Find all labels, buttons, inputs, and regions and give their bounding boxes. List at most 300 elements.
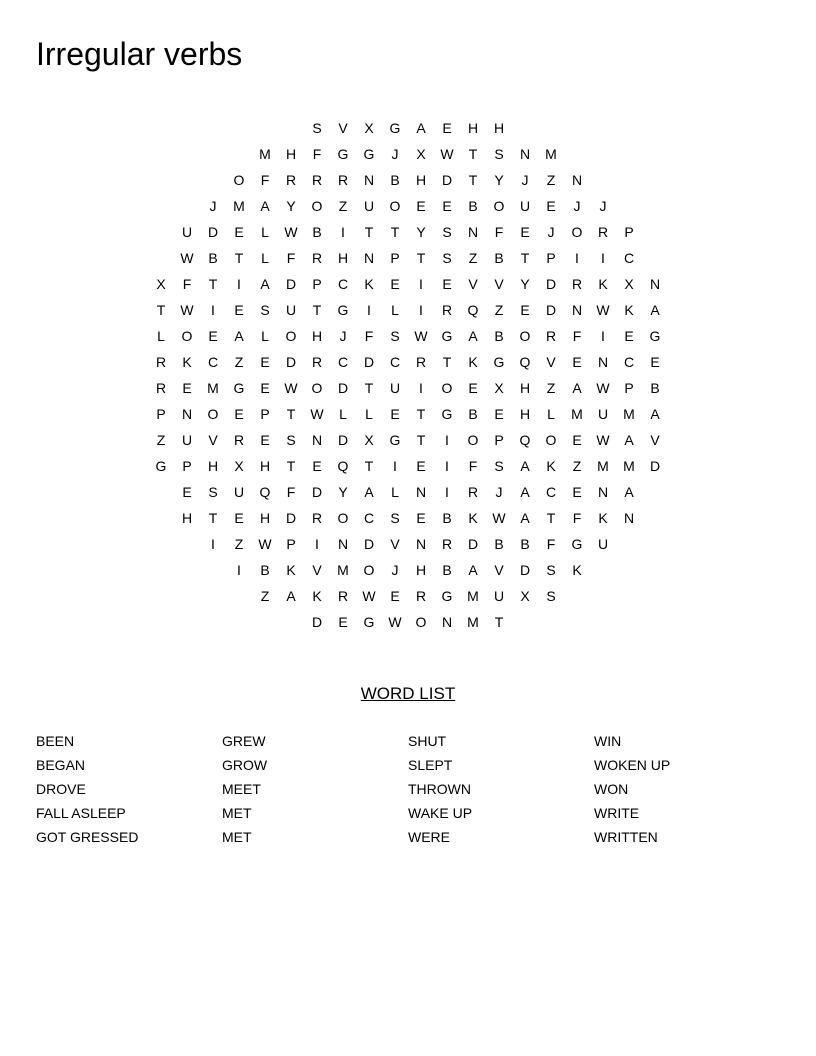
- grid-row: [148, 298, 668, 324]
- grid-letter: V: [390, 536, 400, 552]
- grid-letter: Y: [338, 484, 348, 500]
- grid-letter: U: [233, 484, 245, 500]
- grid-letter: E: [468, 380, 478, 396]
- grid-letter: U: [181, 432, 193, 448]
- grid-letter: M: [467, 588, 479, 604]
- grid-letter: I: [341, 224, 345, 240]
- grid-letter: J: [547, 224, 555, 240]
- grid-letter: B: [390, 172, 400, 188]
- grid-letter: Y: [520, 276, 530, 292]
- word-list-item: BEEN: [36, 733, 75, 749]
- grid-letter: H: [337, 250, 349, 266]
- grid-letter: V: [468, 276, 478, 292]
- grid-letter: Z: [156, 432, 166, 448]
- grid-letter: X: [364, 432, 374, 448]
- grid-letter: W: [388, 614, 402, 630]
- grid-letter: T: [390, 224, 400, 240]
- grid-letter: I: [445, 458, 449, 474]
- grid-letter: W: [440, 146, 454, 162]
- word-list-column: [36, 730, 222, 850]
- grid-letter: U: [493, 588, 505, 604]
- grid-letter: Z: [572, 458, 582, 474]
- grid-letter: R: [545, 328, 557, 344]
- grid-letter: E: [234, 302, 244, 318]
- grid-letter: X: [624, 276, 634, 292]
- grid-letter: F: [286, 250, 296, 266]
- grid-letter: I: [419, 380, 423, 396]
- grid-letter: H: [415, 562, 427, 578]
- grid-letter: V: [312, 562, 322, 578]
- grid-letter: G: [233, 380, 245, 396]
- grid-letter: X: [416, 146, 426, 162]
- grid-letter: Z: [234, 354, 244, 370]
- grid-letter: R: [337, 588, 349, 604]
- grid-letter: R: [467, 484, 479, 500]
- grid-letter: W: [362, 588, 376, 604]
- grid-letter: C: [337, 276, 349, 292]
- grid-letter: O: [337, 510, 349, 526]
- grid-letter: H: [259, 458, 271, 474]
- grid-letter: A: [260, 198, 270, 214]
- grid-letter: H: [259, 510, 271, 526]
- grid-letter: W: [596, 432, 610, 448]
- grid-letter: R: [155, 354, 167, 370]
- grid-letter: C: [337, 354, 349, 370]
- grid-letter: R: [311, 354, 323, 370]
- grid-letter: N: [649, 276, 661, 292]
- grid-letter: Z: [546, 380, 556, 396]
- grid-letter: A: [260, 276, 270, 292]
- word-search-grid: [148, 116, 668, 636]
- grid-letter: E: [494, 406, 504, 422]
- grid-letter: A: [364, 484, 374, 500]
- word-list-item: BEGAN: [36, 757, 86, 773]
- grid-letter: F: [572, 328, 582, 344]
- grid-letter: T: [234, 250, 244, 266]
- grid-letter: I: [445, 432, 449, 448]
- grid-letter: D: [363, 354, 375, 370]
- grid-letter: B: [260, 562, 270, 578]
- grid-letter: G: [337, 302, 349, 318]
- grid-letter: X: [156, 276, 166, 292]
- grid-letter: Z: [468, 250, 478, 266]
- grid-letter: E: [546, 198, 556, 214]
- word-list-heading: WORD LIST: [360, 684, 456, 703]
- grid-letter: Q: [259, 484, 271, 500]
- grid-letter: T: [286, 458, 296, 474]
- grid-letter: O: [311, 198, 323, 214]
- grid-letter: N: [311, 432, 323, 448]
- grid-letter: F: [182, 276, 192, 292]
- grid-letter: W: [258, 536, 272, 552]
- grid-letter: P: [260, 406, 270, 422]
- grid-letter: T: [442, 354, 452, 370]
- grid-letter: A: [520, 484, 530, 500]
- grid-letter: O: [363, 562, 375, 578]
- grid-row: [148, 532, 668, 558]
- grid-letter: D: [285, 354, 297, 370]
- grid-letter: R: [415, 588, 427, 604]
- grid-letter: N: [597, 484, 609, 500]
- grid-letter: K: [468, 354, 478, 370]
- grid-letter: Q: [519, 354, 531, 370]
- word-list-item: THROWN: [408, 781, 471, 797]
- grid-letter: X: [494, 380, 504, 396]
- grid-letter: U: [285, 302, 297, 318]
- grid-letter: I: [445, 484, 449, 500]
- grid-letter: A: [416, 120, 426, 136]
- grid-letter: N: [441, 614, 453, 630]
- grid-letter: W: [284, 224, 298, 240]
- grid-letter: C: [363, 510, 375, 526]
- grid-letter: O: [415, 614, 427, 630]
- grid-letter: E: [260, 432, 270, 448]
- grid-letter: K: [598, 276, 608, 292]
- grid-letter: Q: [467, 302, 479, 318]
- grid-letter: R: [285, 172, 297, 188]
- grid-letter: V: [494, 562, 504, 578]
- grid-letter: I: [575, 250, 579, 266]
- grid-letter: M: [207, 380, 219, 396]
- word-list-item: GREW: [222, 733, 266, 749]
- grid-letter: E: [260, 354, 270, 370]
- grid-letter: B: [520, 536, 530, 552]
- grid-letter: I: [237, 562, 241, 578]
- grid-letter: C: [545, 484, 557, 500]
- grid-letter: A: [468, 328, 478, 344]
- grid-letter: F: [286, 484, 296, 500]
- grid-letter: N: [519, 146, 531, 162]
- grid-letter: X: [364, 120, 374, 136]
- grid-letter: E: [390, 588, 400, 604]
- grid-letter: S: [494, 146, 504, 162]
- grid-letter: D: [545, 302, 557, 318]
- grid-letter: G: [155, 458, 167, 474]
- grid-letter: O: [389, 198, 401, 214]
- grid-letter: T: [156, 302, 166, 318]
- grid-letter: W: [596, 380, 610, 396]
- grid-letter: D: [441, 172, 453, 188]
- grid-letter: J: [209, 198, 217, 214]
- grid-letter: Z: [260, 588, 270, 604]
- page-title: Irregular verbs: [36, 36, 243, 72]
- grid-letter: I: [315, 536, 319, 552]
- grid-letter: D: [337, 380, 349, 396]
- grid-letter: B: [312, 224, 322, 240]
- grid-letter: R: [597, 224, 609, 240]
- grid-letter: L: [365, 406, 373, 422]
- grid-row: [148, 220, 668, 246]
- grid-letter: D: [363, 536, 375, 552]
- grid-letter: A: [520, 458, 530, 474]
- grid-letter: M: [233, 198, 245, 214]
- grid-letter: M: [623, 406, 635, 422]
- grid-row: [148, 454, 668, 480]
- grid-letter: U: [363, 198, 375, 214]
- grid-letter: U: [597, 536, 609, 552]
- grid-letter: S: [260, 302, 270, 318]
- grid-letter: S: [546, 588, 556, 604]
- grid-letter: T: [520, 250, 530, 266]
- grid-letter: H: [311, 328, 323, 344]
- word-list-item: SLEPT: [408, 757, 453, 773]
- grid-letter: V: [494, 276, 504, 292]
- grid-letter: G: [363, 146, 375, 162]
- grid-letter: Q: [519, 432, 531, 448]
- grid-letter: W: [310, 406, 324, 422]
- grid-letter: P: [624, 380, 634, 396]
- grid-letter: T: [364, 458, 374, 474]
- grid-letter: V: [650, 432, 660, 448]
- grid-letter: X: [520, 588, 530, 604]
- grid-letter: N: [571, 172, 583, 188]
- grid-letter: X: [234, 458, 244, 474]
- grid-letter: O: [285, 328, 297, 344]
- grid-letter: P: [624, 224, 634, 240]
- grid-letter: B: [494, 250, 504, 266]
- grid-letter: T: [494, 614, 504, 630]
- grid-letter: N: [571, 302, 583, 318]
- grid-letter: D: [285, 510, 297, 526]
- word-list-item: FALL ASLEEP: [36, 805, 126, 821]
- grid-letter: U: [389, 380, 401, 396]
- word-list-item: SHUT: [408, 733, 447, 749]
- grid-letter: N: [623, 510, 635, 526]
- grid-letter: R: [415, 354, 427, 370]
- grid-letter: K: [624, 302, 634, 318]
- grid-letter: Z: [494, 302, 504, 318]
- grid-letter: H: [285, 146, 297, 162]
- grid-letter: P: [156, 406, 166, 422]
- grid-letter: N: [337, 536, 349, 552]
- grid-letter: F: [260, 172, 270, 188]
- grid-letter: B: [208, 250, 218, 266]
- word-list-item: WON: [594, 781, 629, 797]
- grid-row: [148, 350, 668, 376]
- grid-letter: E: [520, 224, 530, 240]
- grid-letter: K: [468, 510, 478, 526]
- word-list-item: GOT GRESSED: [36, 829, 139, 845]
- grid-letter: D: [519, 562, 531, 578]
- grid-letter: E: [390, 406, 400, 422]
- grid-letter: J: [573, 198, 581, 214]
- grid-letter: L: [157, 328, 165, 344]
- grid-letter: C: [389, 354, 401, 370]
- grid-letter: U: [181, 224, 193, 240]
- grid-letter: G: [649, 328, 661, 344]
- grid-letter: A: [650, 302, 660, 318]
- grid-letter: T: [286, 406, 296, 422]
- word-list-item: WIN: [594, 733, 622, 749]
- grid-letter: S: [208, 484, 218, 500]
- grid-letter: E: [390, 276, 400, 292]
- grid-letter: G: [337, 146, 349, 162]
- grid-letter: T: [416, 250, 426, 266]
- word-list-item: WOKEN UP: [594, 757, 671, 773]
- grid-letter: O: [545, 432, 557, 448]
- grid-letter: R: [441, 536, 453, 552]
- grid-letter: O: [181, 328, 193, 344]
- grid-letter: R: [311, 250, 323, 266]
- grid-letter: N: [415, 536, 427, 552]
- grid-letter: K: [312, 588, 322, 604]
- grid-letter: W: [492, 510, 506, 526]
- grid-letter: T: [364, 224, 374, 240]
- grid-letter: A: [650, 406, 660, 422]
- grid-letter: F: [572, 510, 582, 526]
- grid-letter: I: [237, 276, 241, 292]
- grid-letter: W: [284, 380, 298, 396]
- grid-letter: A: [624, 484, 634, 500]
- grid-letter: R: [571, 276, 583, 292]
- grid-letter: E: [416, 510, 426, 526]
- word-list-item: DROVE: [36, 781, 86, 797]
- word-list-item: WERE: [408, 829, 450, 845]
- grid-letter: H: [493, 120, 505, 136]
- grid-letter: B: [442, 510, 452, 526]
- grid-letter: Z: [546, 172, 556, 188]
- word-list-item: MET: [222, 805, 252, 821]
- grid-letter: R: [311, 172, 323, 188]
- grid-letter: A: [234, 328, 244, 344]
- grid-letter: S: [546, 562, 556, 578]
- grid-row: [148, 506, 668, 532]
- grid-letter: R: [441, 302, 453, 318]
- grid-letter: K: [182, 354, 192, 370]
- grid-letter: T: [546, 510, 556, 526]
- grid-letter: E: [182, 484, 192, 500]
- grid-letter: O: [493, 198, 505, 214]
- grid-letter: J: [495, 484, 503, 500]
- grid-letter: H: [467, 120, 479, 136]
- grid-letter: O: [233, 172, 245, 188]
- grid-letter: S: [494, 458, 504, 474]
- grid-letter: P: [494, 432, 504, 448]
- grid-letter: O: [441, 380, 453, 396]
- grid-letter: N: [181, 406, 193, 422]
- grid-row: [148, 610, 668, 636]
- grid-letter: G: [441, 406, 453, 422]
- grid-letter: S: [286, 432, 296, 448]
- grid-letter: J: [391, 562, 399, 578]
- grid-letter: E: [234, 406, 244, 422]
- grid-letter: O: [571, 224, 583, 240]
- grid-letter: G: [389, 432, 401, 448]
- word-list-item: GROW: [222, 757, 268, 773]
- grid-letter: E: [572, 432, 582, 448]
- grid-letter: B: [468, 198, 478, 214]
- grid-letter: G: [493, 354, 505, 370]
- grid-letter: M: [467, 614, 479, 630]
- grid-letter: S: [312, 120, 322, 136]
- grid-letter: E: [234, 224, 244, 240]
- grid-letter: Y: [416, 224, 426, 240]
- grid-letter: E: [572, 484, 582, 500]
- grid-letter: S: [442, 250, 452, 266]
- grid-letter: I: [211, 536, 215, 552]
- grid-letter: J: [339, 328, 347, 344]
- grid-letter: Z: [234, 536, 244, 552]
- grid-letter: F: [494, 224, 504, 240]
- grid-letter: M: [337, 562, 349, 578]
- grid-letter: G: [441, 588, 453, 604]
- grid-letter: Z: [338, 198, 348, 214]
- grid-letter: N: [415, 484, 427, 500]
- word-list-item: MET: [222, 829, 252, 845]
- grid-row: [148, 402, 668, 428]
- grid-letter: P: [182, 458, 192, 474]
- grid-letter: Y: [286, 198, 296, 214]
- grid-letter: N: [363, 250, 375, 266]
- grid-letter: E: [416, 198, 426, 214]
- grid-letter: K: [364, 276, 374, 292]
- grid-letter: T: [312, 302, 322, 318]
- grid-letter: L: [261, 328, 269, 344]
- grid-letter: A: [572, 380, 582, 396]
- grid-letter: D: [467, 536, 479, 552]
- grid-letter: T: [416, 406, 426, 422]
- grid-letter: K: [572, 562, 582, 578]
- grid-letter: K: [598, 510, 608, 526]
- grid-letter: W: [596, 302, 610, 318]
- grid-letter: G: [363, 614, 375, 630]
- grid-letter: T: [208, 510, 218, 526]
- grid-letter: J: [599, 198, 607, 214]
- grid-letter: E: [572, 354, 582, 370]
- grid-letter: A: [624, 432, 634, 448]
- grid-letter: K: [286, 562, 296, 578]
- grid-letter: I: [367, 302, 371, 318]
- grid-letter: B: [650, 380, 660, 396]
- grid-letter: J: [391, 146, 399, 162]
- grid-letter: E: [338, 614, 348, 630]
- grid-row: [148, 324, 668, 350]
- grid-letter: H: [181, 510, 193, 526]
- word-list-column: [408, 730, 594, 850]
- grid-letter: R: [311, 510, 323, 526]
- grid-letter: I: [393, 458, 397, 474]
- grid-letter: E: [624, 328, 634, 344]
- word-list-column: [594, 730, 780, 850]
- grid-letter: W: [414, 328, 428, 344]
- grid-letter: G: [389, 120, 401, 136]
- grid-letter: R: [233, 432, 245, 448]
- grid-letter: P: [546, 250, 556, 266]
- grid-letter: P: [286, 536, 296, 552]
- grid-row: [148, 428, 668, 454]
- grid-row: [148, 480, 668, 506]
- grid-row: [148, 194, 668, 220]
- grid-letter: L: [391, 302, 399, 318]
- grid-letter: F: [312, 146, 322, 162]
- grid-row: [148, 246, 668, 272]
- grid-letter: S: [390, 510, 400, 526]
- grid-letter: I: [601, 250, 605, 266]
- grid-letter: R: [337, 172, 349, 188]
- grid-row: [148, 272, 668, 298]
- grid-letter: N: [597, 354, 609, 370]
- grid-letter: E: [208, 328, 218, 344]
- grid-letter: T: [208, 276, 218, 292]
- grid-letter: D: [545, 276, 557, 292]
- grid-letter: V: [208, 432, 218, 448]
- grid-letter: D: [649, 458, 661, 474]
- grid-letter: M: [623, 458, 635, 474]
- grid-letter: S: [390, 328, 400, 344]
- word-list-column: [222, 730, 408, 850]
- grid-letter: B: [494, 536, 504, 552]
- grid-letter: F: [364, 328, 374, 344]
